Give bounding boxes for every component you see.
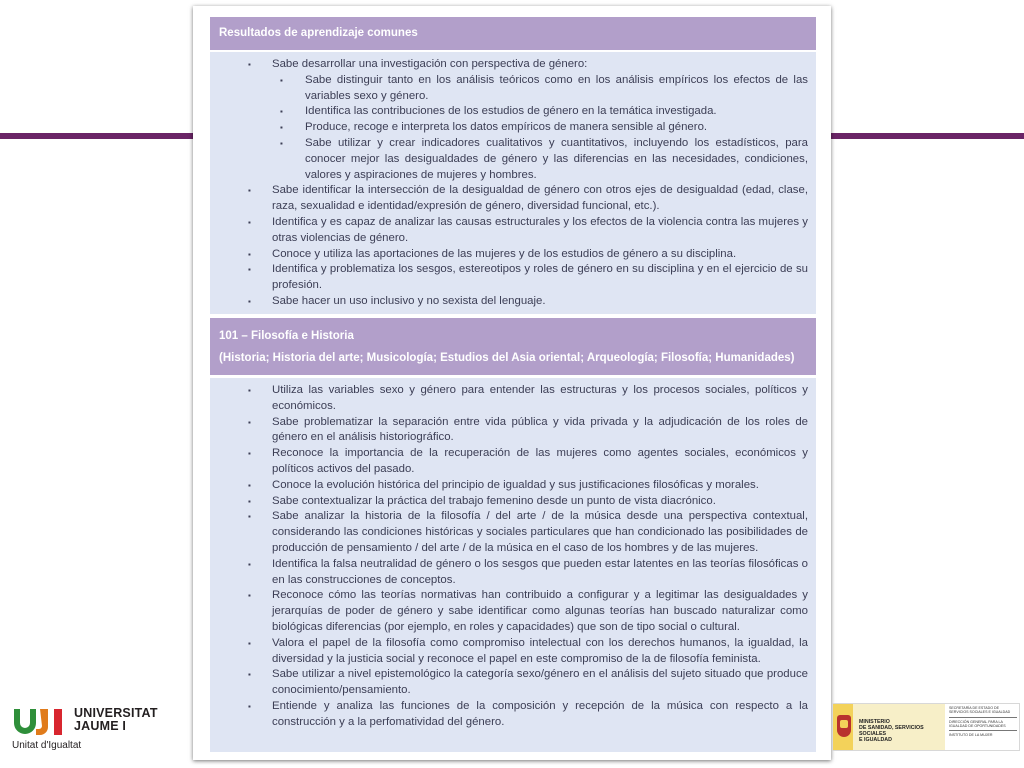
list-item: ▪ Sabe identificar la intersección de la desigualdad de género con otros ejes de desigualdad (edad, clase, raza, sexualidad e identidad/expresión de género, diversidad funcional, etc.). (248, 184, 808, 213)
ministry-departments: SECRETARÍA DE ESTADO DE SERVICIOS SOCIALES E IGUALDAD DIRECCIÓN GENERAL PARA LA IGUALDAD DE OPORTUNIDADES INSTITUTO DE LA MUJER (949, 706, 1017, 739)
bullet-icon: ▪ (248, 265, 251, 275)
ministry-banner (833, 704, 945, 750)
list-item: ▪ Sabe utilizar y crear indicadores cualitativos y cuantitativos, incluyendo los estadísticos, para conocer mejor las desigualdades de género y las diferencias en las necesidades, condiciones, valores y aspiraciones de mujeres y hombres. (280, 136, 808, 181)
uji-unit-label: Unitat d'Igualtat (12, 740, 82, 751)
bullet-icon: ▪ (248, 60, 251, 69)
list-item: ▪ Conoce y utiliza las aportaciones de las mujeres y de los estudios de género a su disciplina. (248, 247, 737, 260)
list-item: ▪ Reconoce la importancia de la recuperación de las mujeres como agentes sociales, económicos y políticos activos del pasado. (248, 447, 808, 475)
bullet-icon: ▪ (248, 670, 251, 680)
bullet-icon: ▪ (248, 591, 251, 601)
list-item: ▪ Sabe utilizar a nivel epistemológico la categoría sexo/género en el análisis del sujeto situado que produce conocimiento/pensamiento. (248, 668, 808, 697)
list-item: ▪ Identifica la falsa neutralidad de género o los sesgos que pueden estar latentes en las teorías filosóficas o en las construcciones de conceptos. (248, 557, 808, 586)
coat-of-arms-icon (837, 715, 851, 737)
list-item: ▪ Sabe analizar la historia de la filosofía / del arte / de la música desde una perspectiva contextual, considerando las condiciones históricas y sociales particulares que han condicionado las posibilidades de producción de pensamiento / del arte / de la música en el caso de los hombres y de las mujeres. (248, 510, 808, 554)
section-header-common-outcomes (210, 17, 816, 50)
bullet-icon: ▪ (248, 217, 251, 227)
list-item: ▪ Utiliza las variables sexo y género para entender las estructuras y los procesos sociales, políticos y económicos. (248, 384, 808, 412)
list-item: ▪ Sabe distinguir tanto en los análisis teóricos como en los análisis empíricos los efectos de las variables sexo y género. (280, 73, 808, 102)
bullet-icon: ▪ (248, 638, 251, 648)
bullet-icon: ▪ (248, 480, 251, 490)
list-item: ▪ Produce, recoge e interpreta los datos empíricos de manera sensible al género. (280, 121, 708, 134)
list-item: ▪ Identifica las contribuciones de los estudios de género en la temática investigada. (280, 105, 717, 118)
bullet-icon: ▪ (280, 138, 283, 148)
list-item: ▪ Sabe hacer un uso inclusivo y no sexista del lenguaje. (248, 294, 546, 307)
list-item: ▪ Entiende y analiza las funciones de la composición y recepción de la música con respecto a la construcción y a la perfomatividad del género. (248, 699, 808, 728)
bullet-icon: ▪ (248, 559, 251, 569)
bullet-icon: ▪ (280, 107, 283, 117)
section-header-title: Resultados de aprendizaje comunes (219, 27, 418, 39)
uji-logo-mark-icon (12, 707, 68, 735)
outcome-list (210, 57, 808, 310)
section-body-philosophy-history (210, 378, 816, 752)
document-page (193, 6, 831, 760)
list-item: ▪ Identifica y problematiza los sesgos, estereotipos y roles de género en su disciplina y en el ejercicio de su profesión. (248, 263, 808, 292)
bullet-icon: ▪ (280, 75, 283, 85)
section-header-title: 101 – Filosofía e Historia (219, 330, 354, 342)
outcome-list (210, 383, 808, 731)
list-item: ▪ Sabe contextualizar la práctica del trabajo femenino desde un punto de vista diacrónico. (248, 494, 716, 507)
bullet-icon: ▪ (248, 496, 251, 506)
section-body-common-outcomes (210, 52, 816, 314)
list-item: ▪ Identifica y es capaz de analizar las causas estructurales y los efectos de la violencia contra las mujeres y otras violencias de género. (248, 215, 808, 244)
bullet-icon: ▪ (248, 249, 251, 259)
list-item: ▪ Conoce la evolución histórica del principio de igualdad y sus justificaciones filosóficas y morales. (248, 478, 759, 491)
bullet-icon: ▪ (248, 701, 251, 711)
list-item: ▪ Reconoce cómo las teorías normativas han contribuido a configurar y a legitimar las desigualdades y jerarquías de poder de género y sabe identificar como algunas teorías han buscado naturalizar como biológicas diferencias (por ejemplo, en roles y capacidades) que son de tipo social o cultural. (248, 589, 808, 633)
section-header-philosophy-history (210, 318, 816, 375)
uji-logo (12, 705, 172, 755)
bullet-icon: ▪ (248, 296, 251, 306)
bullet-icon: ▪ (248, 449, 251, 459)
bullet-icon: ▪ (248, 186, 251, 196)
bullet-icon: ▪ (280, 123, 283, 133)
ministry-logo (832, 703, 1020, 751)
list-item: ▪ Sabe desarrollar una investigación con perspectiva de género: (248, 58, 588, 70)
uji-logo-name: UNIVERSITAT JAUME I (74, 706, 158, 733)
list-item: ▪ Sabe problematizar la separación entre vida pública y vida privada y la adjudicación de los roles de género en el análisis historiográfico. (248, 415, 808, 444)
list-item: ▪ Valora el papel de la filosofía como compromiso intelectual con los derechos humanos, la igualdad, la diversidad y la justicia social y reconoce el papel en este compromiso de la de filosofía feminista. (248, 636, 808, 665)
bullet-icon: ▪ (248, 386, 251, 395)
bullet-icon: ▪ (248, 417, 251, 427)
section-header-subtitle: (Historia; Historia del arte; Musicología; Estudios del Asia oriental; Arqueología; Filosofía; Humanidades) (219, 352, 795, 364)
bullet-icon: ▪ (248, 512, 251, 522)
ministry-name: MINISTERIO DE SANIDAD, SERVICIOS SOCIALES E IGUALDAD (859, 719, 924, 743)
